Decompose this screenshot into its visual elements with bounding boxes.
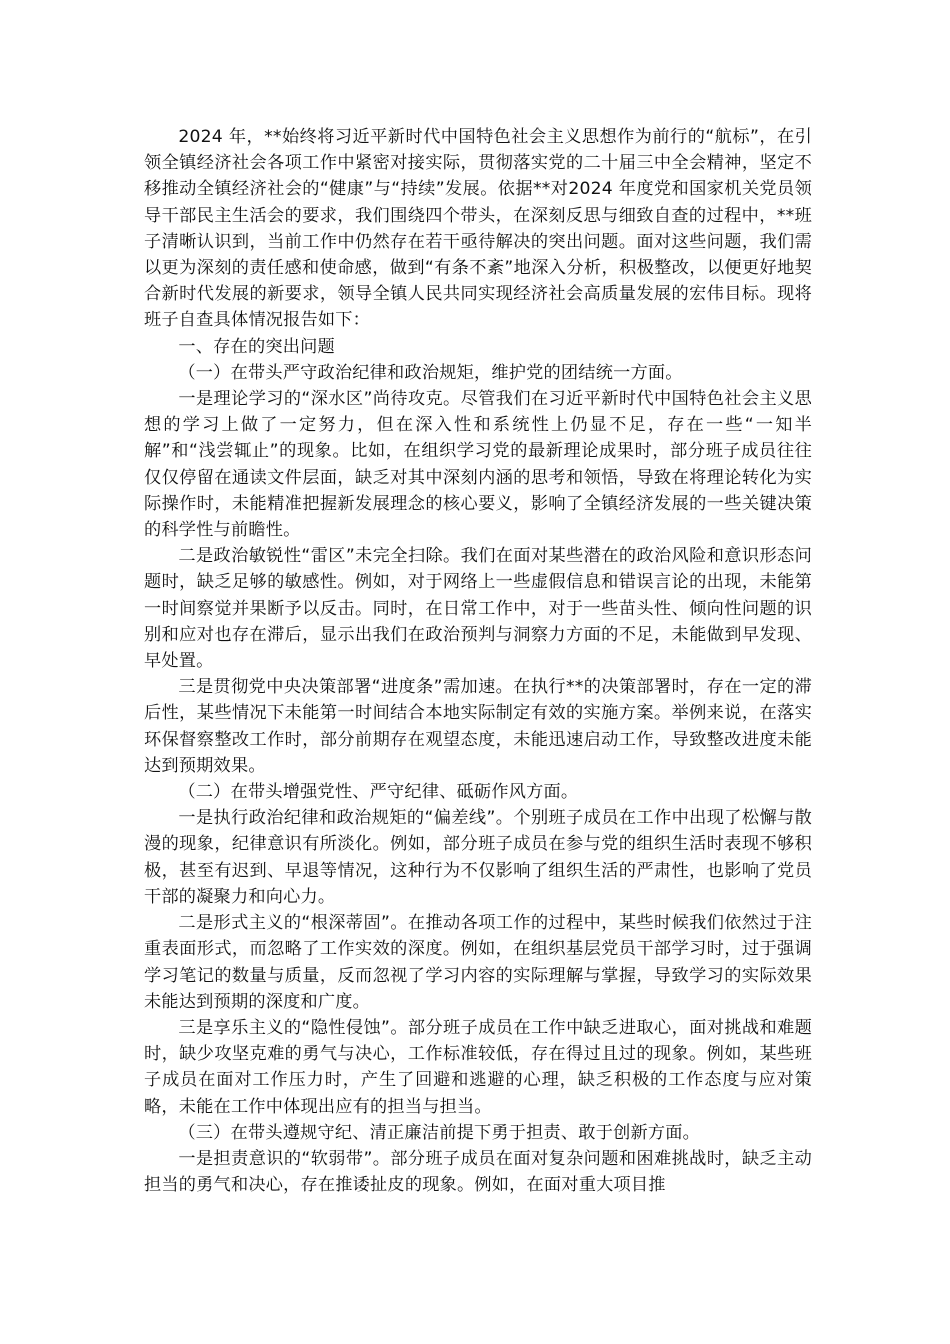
intro-paragraph: 2024 年，**始终将习近平新时代中国特色社会主义思想作为前行的“航标”，在引领全镇经济社会各项工作中紧密对接实际，贯彻落实党的二十届三中全会精神，坚定不移推动全镇经济社会的“健康”与“持续”发展。依据**对2024 年度党和国家机关党员领导干部民主生活会的要求，我们围绕四个带头，在深刻反思与细致自查的过程中，**班子清晰认识到，当前工作中仍然存在若干亟待解决的突出问题。面对这些问题，我们需以更为深刻的责任感和使命感，做到“有条不紊”地深入分析，积极整改，以便更好地契合新时代发展的新要求，领导全镇人民共同实现经济社会高质量发展的宏伟目标。现将班子自查具体情况报告如下：	[144, 127, 812, 331]
body-paragraph: 三是贯彻党中央决策部署“进度条”需加速。在执行**的决策部署时，存在一定的滞后性，某些情况下未能第一时间结合本地实际制定有效的实施方案。举例来说，在落实环保督察整改工作时，部分前期存在观望态度，未能迅速启动工作，导致整改进度未能达到预期效果。	[144, 677, 812, 776]
section-heading: 一、存在的突出问题	[178, 336, 335, 357]
body-paragraph: 二是形式主义的“根深蒂固”。在推动各项工作的过程中，某些时候我们依然过于注重表面形式，而忽略了工作实效的深度。例如，在组织基层党员干部学习时，过于强调学习笔记的数量与质量，反而忽视了学习内容的实际理解与掌握，导致学习的实际效果未能达到预期的深度和广度。	[144, 913, 812, 1012]
body-paragraph: 二是政治敏锐性“雷区”未完全扫除。我们在面对某些潜在的政治风险和意识形态问题时，缺乏足够的敏感性。例如，对于网络上一些虚假信息和错误言论的出现，未能第一时间察觉并果断予以反击。同时，在日常工作中，对于一些苗头性、倾向性问题的识别和应对也存在滞后，显示出我们在政治预判与洞察力方面的不足，未能做到早发现、早处置。	[144, 546, 812, 672]
body-paragraph: 三是享乐主义的“隐性侵蚀”。部分班子成员在工作中缺乏进取心，面对挑战和难题时，缺少攻坚克难的勇气与决心，工作标准较低，存在得过且过的现象。例如，某些班子成员在面对工作压力时，产生了回避和逃避的心理，缺乏积极的工作态度与应对策略，未能在工作中体现出应有的担当与担当。	[144, 1017, 812, 1117]
body-paragraph: 一是担责意识的“软弱带”。部分班子成员在面对复杂问题和困难挑战时，缺乏主动担当的勇气和决心，存在推诿扯皮的现象。例如，在面对重大项目推	[144, 1148, 812, 1196]
body-paragraph: 一是执行政治纪律和政治规矩的“偏差线”。个别班子成员在工作中出现了松懈与散漫的现象，纪律意识有所淡化。例如，部分班子成员在参与党的组织生活时表现不够积极，甚至有迟到、早退等情况，这种行为不仅影响了组织生活的严肃性，也影响了党员干部的凝聚力和向心力。	[144, 808, 812, 907]
subsection-heading-2: （二）在带头增强党性、严守纪律、砥砺作风方面。	[178, 782, 579, 803]
document-body	[144, 124, 812, 1198]
subsection-heading-3: （三）在带头遵规守纪、清正廉洁前提下勇于担责、敢于创新方面。	[178, 1122, 701, 1143]
body-paragraph: 一是理论学习的“深水区”尚待攻克。尽管我们在习近平新时代中国特色社会主义思想的学习上做了一定努力，但在深入性和系统性上仍显不足，存在一些“一知半解”和“浅尝辄止”的现象。比如，在组织学习党的最新理论成果时，部分班子成员往往仅仅停留在通读文件层面，缺乏对其中深刻内涵的思考和领悟，导致在将理论转化为实际操作时，未能精准把握新发展理念的核心要义，影响了全镇经济发展的一些关键决策的科学性与前瞻性。	[144, 389, 812, 541]
subsection-heading-1: （一）在带头严守政治纪律和政治规矩，维护党的团结统一方面。	[178, 362, 683, 383]
